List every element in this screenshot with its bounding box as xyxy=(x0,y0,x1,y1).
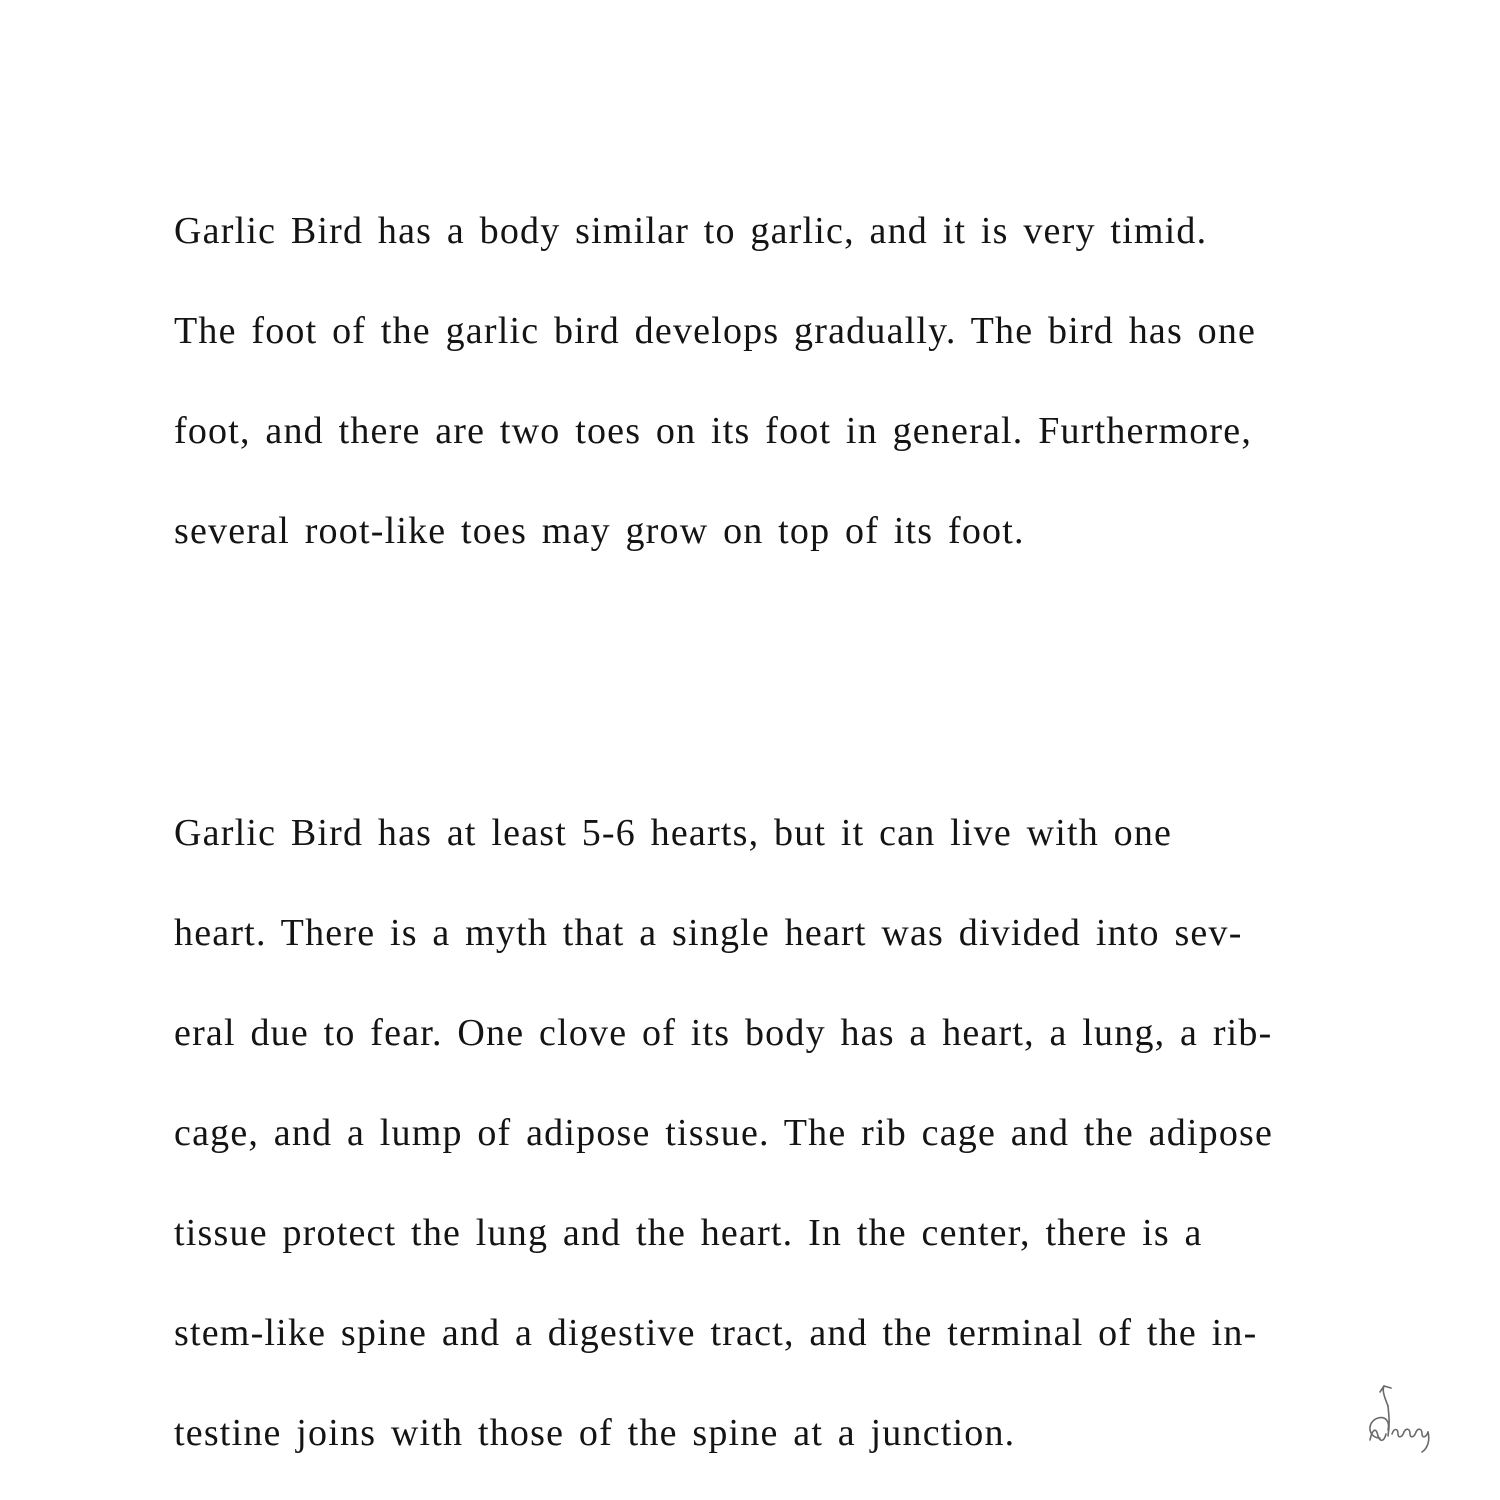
paragraph-1-line-3: foot, and there are two toes on its foot in general. Furthermore, xyxy=(174,410,1253,452)
paragraph-2-line-7: testine joins with those of the spine at a junction. xyxy=(174,1412,1016,1454)
paragraph-2-line-4: cage, and a lump of adipose tissue. The rib cage and the adipose xyxy=(174,1112,1274,1154)
paragraph-2-line-6: stem-like spine and a digestive tract, and the terminal of the in- xyxy=(174,1312,1258,1354)
paragraph-1-line-1: Garlic Bird has a body similar to garlic, and it is very timid. xyxy=(174,210,1208,252)
paragraph-2-line-5: tissue protect the lung and the heart. In the center, there is a xyxy=(174,1212,1203,1254)
paragraph-2-line-3: eral due to fear. One clove of its body has a heart, a lung, a rib- xyxy=(174,1012,1273,1054)
paragraph-2-line-2: heart. There is a myth that a single heart was divided into sev- xyxy=(174,912,1243,954)
signature-icon xyxy=(1358,1380,1438,1460)
paragraph-1-line-2: The foot of the garlic bird develops gradually. The bird has one xyxy=(174,310,1257,352)
paragraph-2-line-1: Garlic Bird has at least 5-6 hearts, but it can live with one xyxy=(174,812,1173,854)
paragraph-1-line-4: several root-like toes may grow on top of its foot. xyxy=(174,510,1025,552)
